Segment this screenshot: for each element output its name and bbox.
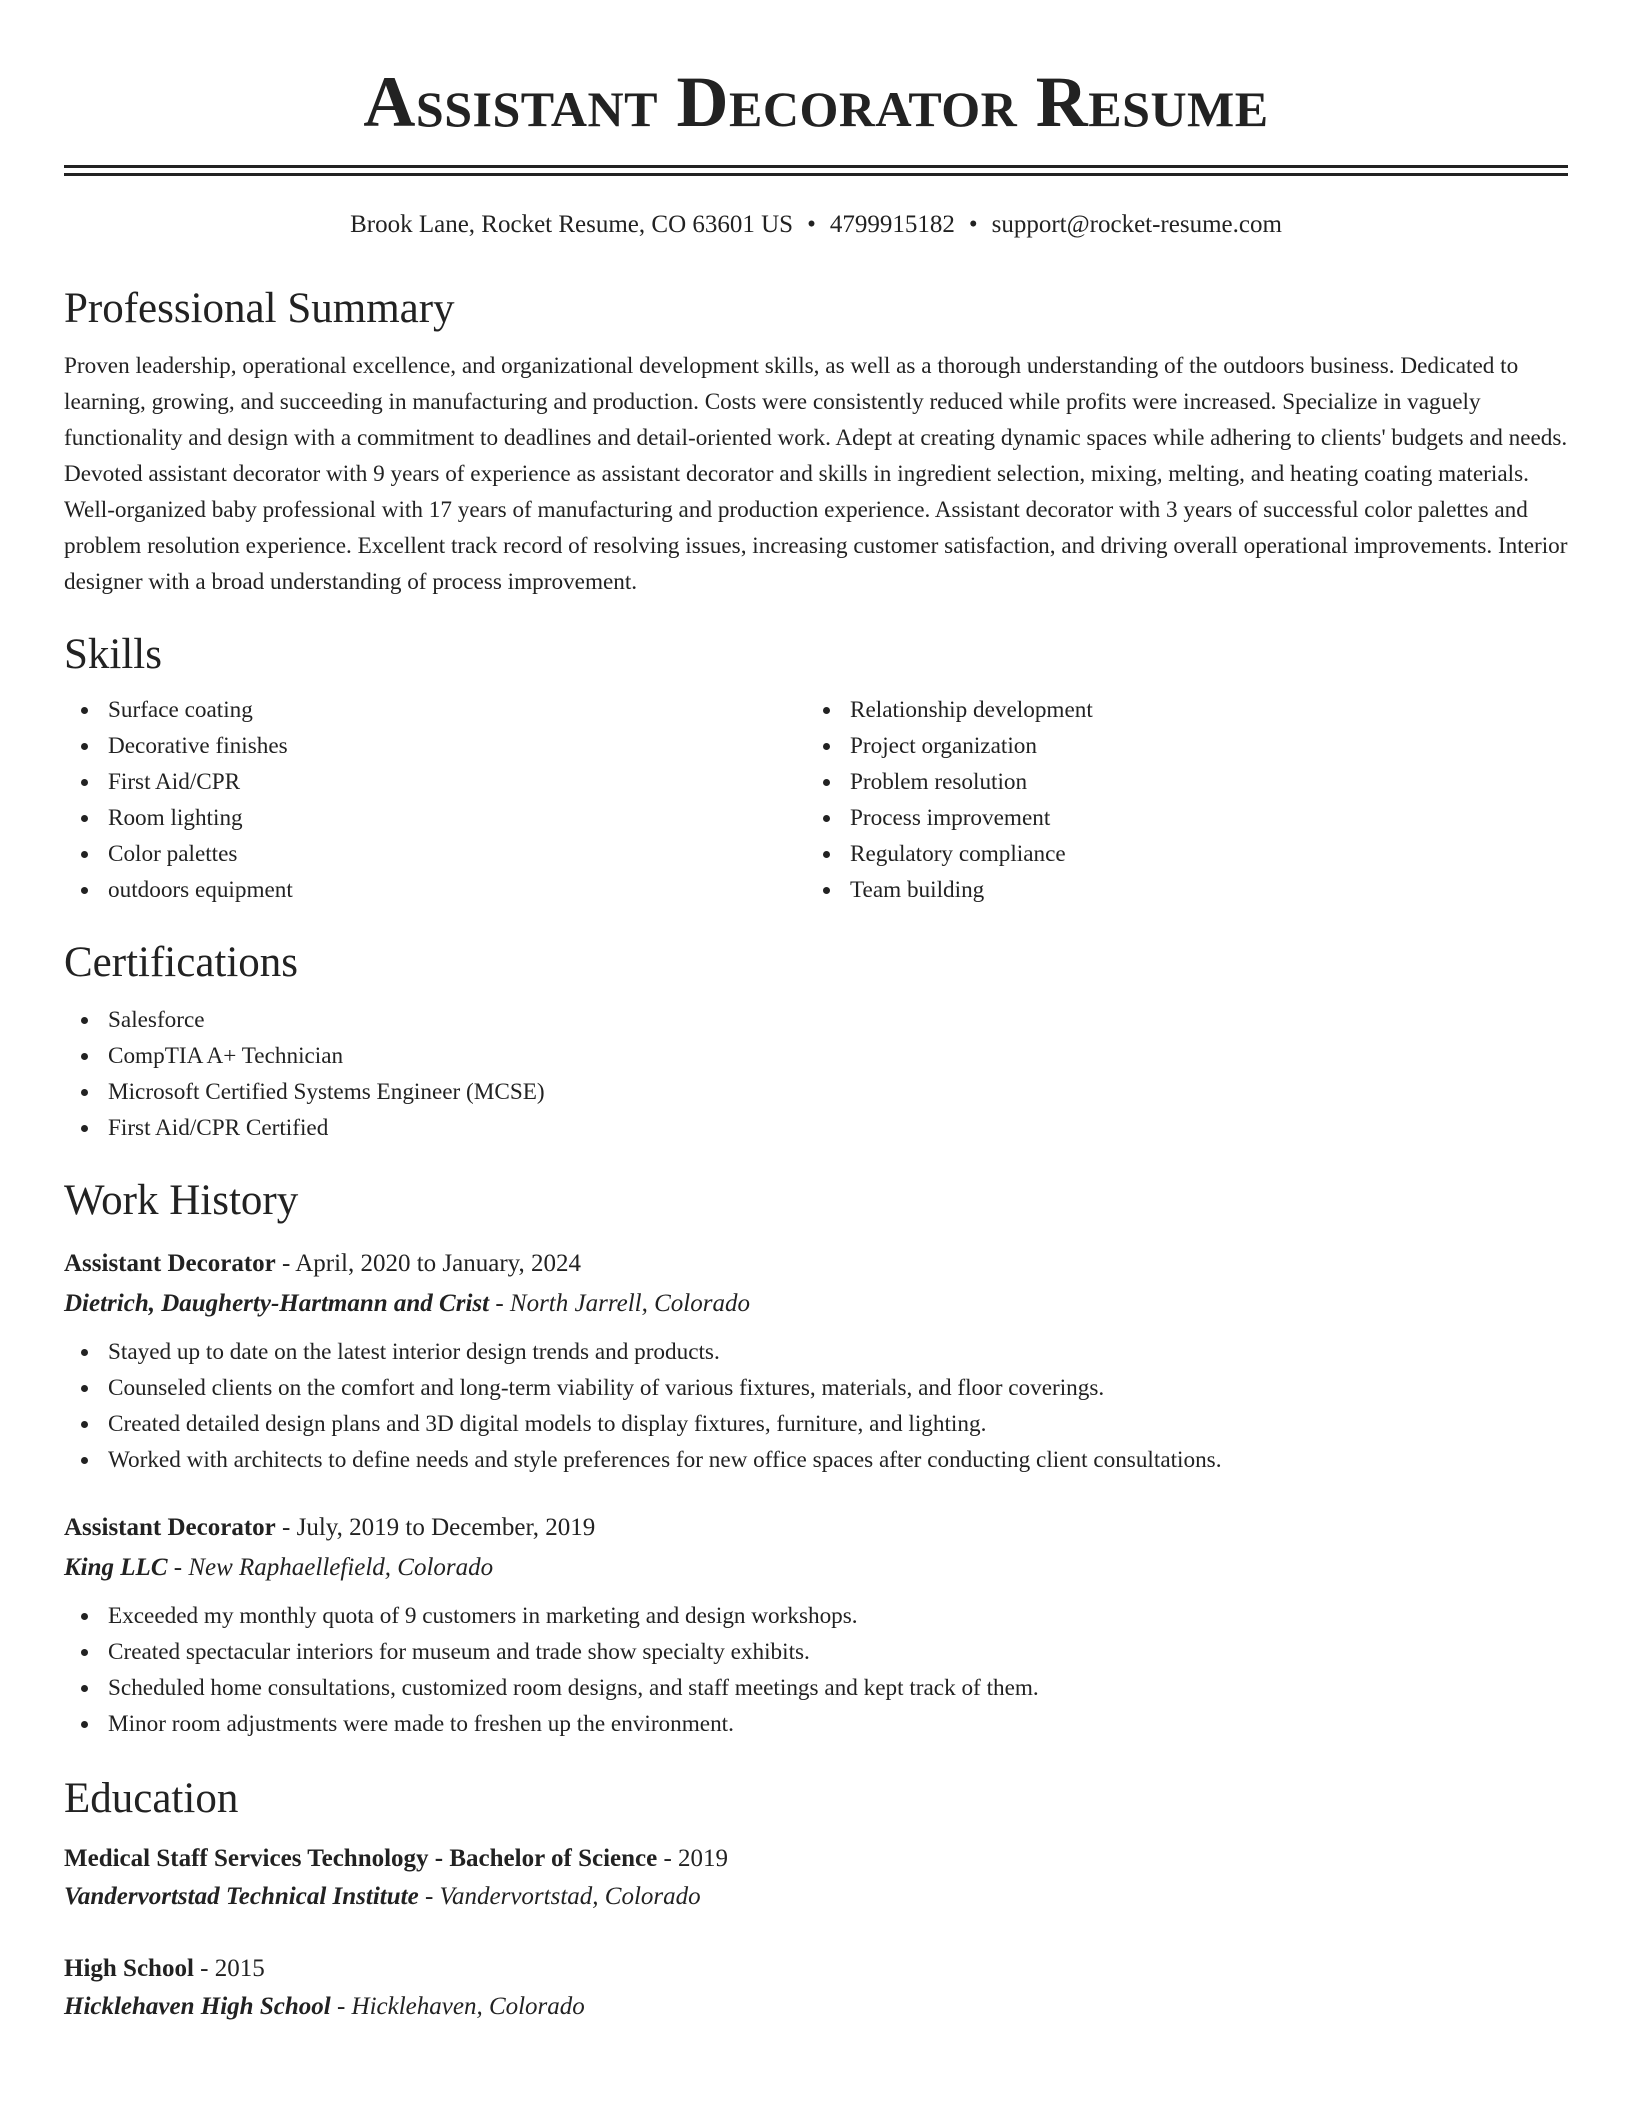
- skill-item: Problem resolution: [806, 764, 1548, 800]
- skill-item: Color palettes: [64, 836, 806, 872]
- education-heading: Education: [64, 1775, 239, 1822]
- job-title-line: [64, 1508, 1568, 1548]
- company-line: [64, 1284, 1568, 1324]
- degree-line: [64, 1840, 1568, 1878]
- school-name: Hicklehaven High School: [64, 1993, 331, 2020]
- job-bullet: Created detailed design plans and 3D digital models to display fixtures, furniture, and lighting.: [64, 1406, 1568, 1442]
- skill-item: Regulatory compliance: [806, 836, 1548, 872]
- certification-item: CompTIA A+ Technician: [64, 1038, 1568, 1074]
- school-line: [64, 1988, 1568, 2026]
- skills-list-left: [64, 692, 806, 908]
- skill-item: Team building: [806, 872, 1548, 908]
- skill-item: First Aid/CPR: [64, 764, 806, 800]
- degree-name: Medical Staff Services Technology - Bachelor of Science: [64, 1845, 658, 1872]
- summary-text: Proven leadership, operational excellence, and organizational development skills, as well as a thorough understanding of the outdoors business. Dedicated to learning, growing, and succeeding in manufacturing and production. Costs were consistently reduced while profits were increased. Specialize in vaguely functionality and design with a commitment to deadlines and detail-oriented work. Adept at creating dynamic spaces while adhering to clients' budgets and needs. Devoted assistant decorator with 9 years of experience as assistant decorator and skills in ingredient selection, mixing, melting, and heating coating materials. Well-organized baby professional with 17 years of manufacturing and production experience. Assistant decorator with 3 years of successful color palettes and problem resolution experience. Excellent track record of resolving issues, increasing customer satisfaction, and driving overall operational improvements. Interior designer with a broad understanding of process improvement.: [64, 353, 1568, 595]
- job-entry: [64, 1508, 1568, 1742]
- skills-grid: [64, 692, 1568, 908]
- job-entry: [64, 1244, 1568, 1478]
- company-location: - North Jarrell, Colorado: [489, 1290, 750, 1317]
- job-bullet: Exceeded my monthly quota of 9 customers in marketing and design workshops.: [64, 1598, 1568, 1634]
- skill-item: Process improvement: [806, 800, 1548, 836]
- school-line: [64, 1878, 1568, 1916]
- job-bullet-list: [64, 1334, 1568, 1478]
- job-bullet-list: [64, 1598, 1568, 1742]
- contact-email: support@rocket-resume.com: [991, 211, 1282, 238]
- certification-item: Microsoft Certified Systems Engineer (MCSE): [64, 1074, 1568, 1110]
- company-name: Dietrich, Daugherty-Hartmann and Crist: [64, 1290, 490, 1317]
- education-entry: [64, 1950, 1568, 2026]
- certification-item: First Aid/CPR Certified: [64, 1110, 1568, 1146]
- contact-separator: •: [807, 211, 816, 238]
- certification-item: Salesforce: [64, 1002, 1568, 1038]
- degree-year: - 2015: [193, 1955, 265, 1982]
- certifications-heading: Certifications: [64, 939, 299, 986]
- job-bullet: Created spectacular interiors for museum and trade show specialty exhibits.: [64, 1634, 1568, 1670]
- contact-phone: 4799915182: [829, 211, 955, 238]
- job-bullet: Worked with architects to define needs and style preferences for new office spaces after conducting client consultations.: [64, 1442, 1568, 1478]
- skills-list-right: [806, 692, 1548, 908]
- skill-item: Relationship development: [806, 692, 1548, 728]
- skill-item: outdoors equipment: [64, 872, 806, 908]
- page-title: Assistant Decorator Resume: [363, 62, 1269, 142]
- skill-item: Room lighting: [64, 800, 806, 836]
- contact-line: [64, 208, 1568, 242]
- company-line: [64, 1548, 1568, 1588]
- job-dates: - April, 2020 to January, 2024: [275, 1250, 582, 1277]
- job-title: Assistant Decorator: [64, 1250, 276, 1277]
- job-bullet: Minor room adjustments were made to freshen up the environment.: [64, 1706, 1568, 1742]
- job-bullet: Stayed up to date on the latest interior design trends and products.: [64, 1334, 1568, 1370]
- degree-year: - 2019: [657, 1845, 729, 1872]
- job-dates: - July, 2019 to December, 2019: [275, 1514, 596, 1541]
- education-entry: [64, 1840, 1568, 1916]
- school-name: Vandervortstad Technical Institute: [64, 1883, 419, 1910]
- contact-separator: •: [968, 211, 978, 238]
- skill-item: Surface coating: [64, 692, 806, 728]
- company-name: King LLC: [64, 1554, 168, 1581]
- summary-heading: Professional Summary: [64, 285, 455, 332]
- degree-name: High School: [64, 1955, 194, 1982]
- work-history-heading: Work History: [64, 1177, 299, 1224]
- job-title: Assistant Decorator: [64, 1514, 276, 1541]
- contact-address: Brook Lane, Rocket Resume, CO 63601 US: [350, 211, 794, 238]
- title-divider: [64, 165, 1568, 176]
- job-title-line: [64, 1244, 1568, 1284]
- school-location: - Hicklehaven, Colorado: [330, 1993, 585, 2020]
- job-bullet: Counseled clients on the comfort and long-term viability of various fixtures, materials, and floor coverings.: [64, 1370, 1568, 1406]
- degree-line: [64, 1950, 1568, 1988]
- job-bullet: Scheduled home consultations, customized room designs, and staff meetings and kept track of them.: [64, 1670, 1568, 1706]
- company-location: - New Raphaellefield, Colorado: [167, 1554, 494, 1581]
- skill-item: Decorative finishes: [64, 728, 806, 764]
- certifications-list: [64, 1002, 1568, 1146]
- skill-item: Project organization: [806, 728, 1548, 764]
- school-location: - Vandervortstad, Colorado: [418, 1883, 701, 1910]
- skills-heading: Skills: [64, 631, 162, 678]
